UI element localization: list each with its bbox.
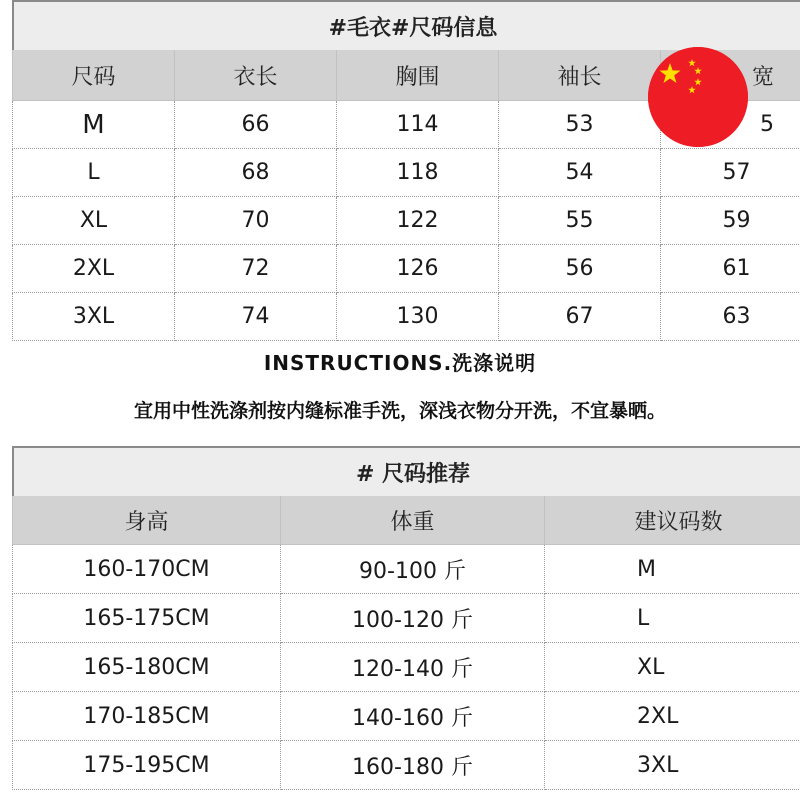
cell-length: 70 (175, 197, 337, 245)
cell-sleeve: 67 (499, 293, 661, 341)
cell-chest: 118 (337, 149, 499, 197)
cell-size: 3XL (13, 293, 175, 341)
cell-height: 160-170CM (13, 545, 281, 594)
header-suggested-size: 建议码数 (545, 496, 800, 545)
cell-chest: 130 (337, 293, 499, 341)
instructions-heading: INSTRUCTIONS.洗涤说明 (263, 351, 537, 375)
table-row (13, 245, 800, 293)
cell-height: 165-180CM (13, 643, 281, 692)
instructions-text: 宜用中性洗涤剂按内缝标准手洗，深浅衣物分开洗，不宜暴晒。 (133, 400, 666, 422)
cell-length: 68 (175, 149, 337, 197)
cell-suggested-size: 3XL (545, 741, 800, 790)
cell-sleeve: 53 (499, 101, 661, 149)
table-row (13, 643, 800, 692)
table-row (13, 692, 800, 741)
cell-sleeve: 56 (499, 245, 661, 293)
cell-height: 170-185CM (13, 692, 281, 741)
cell-suggested-size: XL (545, 643, 800, 692)
table-row (13, 293, 800, 341)
size-recommend-panel (12, 446, 800, 790)
cell-suggested-size: 2XL (545, 692, 800, 741)
cell-suggested-size: M (545, 545, 800, 594)
cell-chest: 126 (337, 245, 499, 293)
cell-height: 165-175CM (13, 594, 281, 643)
cell-weight: 140-160 斤 (281, 692, 545, 741)
cell-weight: 100-120 斤 (281, 594, 545, 643)
cell-chest: 122 (337, 197, 499, 245)
cell-weight: 90-100 斤 (281, 545, 545, 594)
cell-width: 59 (661, 197, 800, 245)
size-info-title: #毛衣#尺码信息 (12, 0, 800, 50)
header-length: 衣长 (175, 50, 337, 101)
header-width-label: 宽 (751, 64, 774, 90)
cell-size: 2XL (13, 245, 175, 293)
cell-width: 61 (661, 245, 800, 293)
cell-length: 66 (175, 101, 337, 149)
table-row (13, 741, 800, 790)
cell-size: XL (13, 197, 175, 245)
cell-chest: 114 (337, 101, 499, 149)
cell-sleeve: 54 (499, 149, 661, 197)
size-recommend-table (12, 496, 800, 790)
header-height: 身高 (13, 496, 281, 545)
cell-weight: 120-140 斤 (281, 643, 545, 692)
cell-length: 72 (175, 245, 337, 293)
header-size: 尺码 (13, 50, 175, 101)
cell-suggested-size: L (545, 594, 800, 643)
china-flag-icon (648, 47, 748, 147)
cell-sleeve: 55 (499, 197, 661, 245)
cell-size: M (13, 101, 175, 149)
cell-size: L (13, 149, 175, 197)
cell-weight: 160-180 斤 (281, 741, 545, 790)
table-row (13, 545, 800, 594)
cell-length: 74 (175, 293, 337, 341)
cell-width: 63 (661, 293, 800, 341)
cell-width-value: 5 (760, 112, 774, 137)
size-recommend-title: # 尺码推荐 (12, 446, 800, 496)
header-weight: 体重 (281, 496, 545, 545)
size-recommend-header-row (13, 496, 800, 545)
header-sleeve: 袖长 (499, 50, 661, 101)
table-row (13, 594, 800, 643)
table-row (13, 197, 800, 245)
cell-height: 175-195CM (13, 741, 281, 790)
table-row (13, 149, 800, 197)
cell-width: 57 (661, 149, 800, 197)
header-chest: 胸围 (337, 50, 499, 101)
